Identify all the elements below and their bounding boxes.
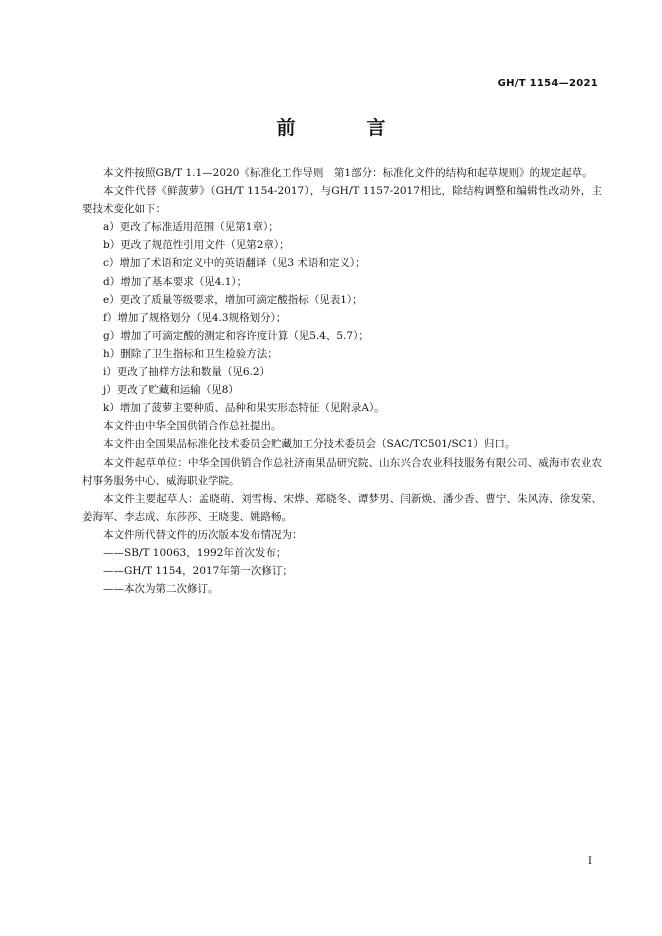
list-item: c）增加了术语和定义中的英语翻译（见3 术语和定义）； <box>103 257 366 270</box>
paragraph-drafting-rules: 本文件按照GB/T 1.1—2020《标准化工作导则 第1部分：标准化文件的结构和起草规则》的规定起草。 <box>103 167 593 179</box>
paragraph-drafters: 本文件主要起草人：孟晓萌、刘雪梅、宋烨、郑晓冬、谭梦男、闫新焕、潘少香、曹宁、朱风涛、徐发荣、姜海军、李志成、东莎莎、王晓斐、姚路畅。 <box>82 492 602 523</box>
page-number: I <box>588 856 592 867</box>
standard-code: GH/T 1154—2021 <box>497 78 598 89</box>
list-item: a）更改了标准适用范围（见第1章）； <box>103 221 279 234</box>
list-item: e）更改了质量等级要求，增加可滴定酸指标（见表1）； <box>103 293 363 306</box>
foreword-body <box>82 164 602 598</box>
list-item: h）删除了卫生指标和卫生检验方法； <box>103 347 278 360</box>
history-item: ——本次为第二次修订。 <box>103 583 219 596</box>
paragraph-history-intro: 本文件所代替文件的历次版本发布情况为： <box>103 528 303 541</box>
paragraph-replacement: 本文件代替《鲜菠萝》（GH/T 1154-2017），与GH/T 1157-2017相比，除结构调整和编辑性改动外，主要技术变化如下： <box>82 185 602 216</box>
page-title: 前 言 <box>276 117 412 139</box>
list-item: d）增加了基本要求（见4.1）； <box>103 275 248 288</box>
history-item: ——GH/T 1154，2017年第一次修订； <box>103 565 293 578</box>
paragraph-proposer: 本文件由中华全国供销合作总社提出。 <box>103 420 282 433</box>
paragraph-committee: 本文件由全国果品标准化技术委员会贮藏加工分技术委员会（SAC/TC501/SC1）归口。 <box>103 438 516 451</box>
list-item: f）增加了规格划分（见4.3规格划分）； <box>103 311 287 324</box>
paragraph-drafting-units: 本文件起草单位：中华全国供销合作总社济南果品研究院、山东兴合农业科技服务有限公司、威海市农业农村事务服务中心、威海职业学院。 <box>82 456 602 487</box>
list-item: g）增加了可滴定酸的测定和容许度计算（见5.4、5.7）； <box>103 329 369 342</box>
history-item: ——SB/T 10063，1992年首次发布； <box>103 546 287 559</box>
list-item: j）更改了贮藏和运输（见8） <box>103 384 239 397</box>
list-item: i）更改了抽样方法和数量（见6.2） <box>103 366 271 379</box>
list-item: k）增加了菠萝主要种质、品种和果实形态特征（见附录A）。 <box>103 402 385 415</box>
list-item: b）更改了规范性引用文件（见第2章）； <box>103 239 290 252</box>
